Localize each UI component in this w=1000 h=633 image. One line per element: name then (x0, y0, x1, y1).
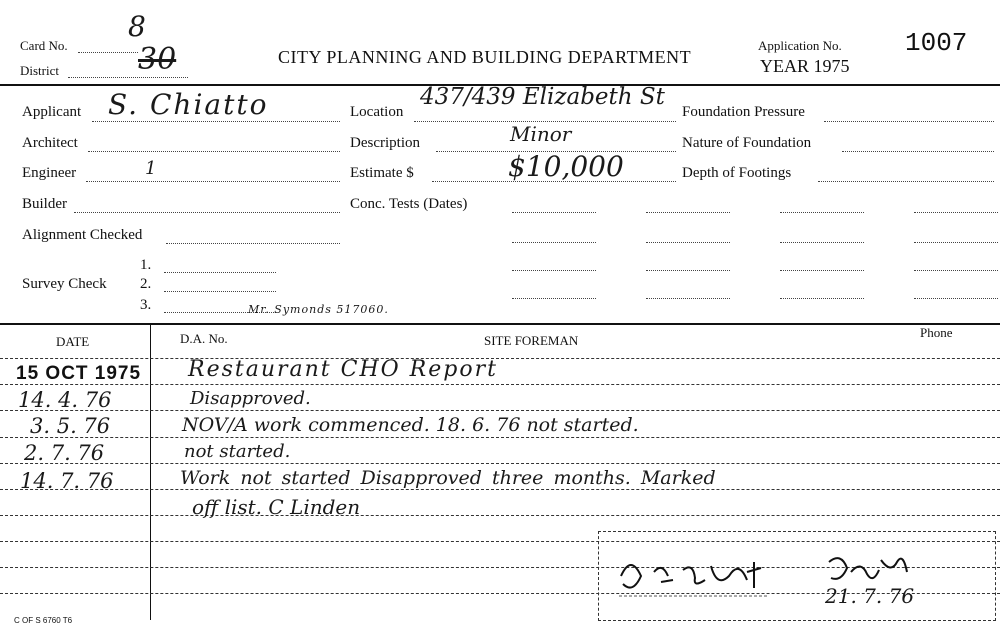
builder-line (74, 212, 340, 213)
log-row-line (0, 489, 1000, 490)
da-no-header: D.A. No. (180, 331, 228, 346)
card-no-label: Card No. (20, 38, 68, 53)
log-row-date: 15 OCT 1975 (16, 363, 142, 384)
log-row-date: 14. 4. 76 (18, 388, 112, 412)
location-label: Location (350, 104, 404, 120)
form-code: C OF S 6760 T6 (14, 616, 73, 625)
phone-header: Phone (920, 325, 953, 340)
log-row-text: Restaurant CHO Report (188, 357, 498, 382)
conc-line (914, 242, 998, 243)
survey-3-value: Mr. Symonds 517060. (248, 303, 389, 316)
conc-line (512, 298, 596, 299)
site-foreman-header: SITE FOREMAN (484, 333, 579, 348)
log-row-text: off list. C Linden (192, 495, 361, 519)
log-row-text: NOV/A work commenced. 18. 6. 76 not started. (182, 414, 639, 436)
foundation-pressure-label: Foundation Pressure (682, 104, 805, 120)
log-row-date: 3. 5. 76 (30, 414, 111, 438)
alignment-line (166, 243, 340, 244)
signature-date: 21. 7. 76 (825, 584, 915, 608)
conc-line (780, 298, 864, 299)
applicant-label: Applicant (22, 104, 82, 120)
conc-line (780, 270, 864, 271)
engineer-line (86, 181, 340, 182)
depth-of-footings-line (818, 181, 994, 182)
alignment-label: Alignment Checked (22, 227, 143, 243)
signature-box (598, 531, 996, 621)
application-no-value: 1007 (905, 28, 968, 58)
log-row-line (0, 358, 1000, 359)
nature-of-foundation-line (842, 151, 994, 152)
conc-line (646, 242, 730, 243)
applicant-line (92, 121, 340, 122)
district-label: District (20, 63, 59, 78)
architect-line (88, 151, 340, 152)
district-value: 30 (138, 42, 177, 77)
conc-line (780, 212, 864, 213)
department-title: CITY PLANNING AND BUILDING DEPARTMENT (278, 47, 692, 67)
log-row-text: Work not started Disapproved three months. Marked (180, 467, 716, 489)
log-row-line (0, 515, 1000, 516)
log-row-line (0, 437, 1000, 438)
card-no-value: 8 (128, 10, 146, 43)
log-row-date: 2. 7. 76 (24, 441, 105, 465)
builder-label: Builder (22, 196, 67, 212)
foundation-pressure-line (824, 121, 994, 122)
conc-tests-label: Conc. Tests (Dates) (350, 196, 468, 212)
survey-1-label: 1. (140, 257, 152, 273)
engineer-label: Engineer (22, 165, 77, 181)
application-no-label: Application No. (758, 38, 842, 53)
district-line (68, 77, 188, 78)
date-header: DATE (56, 334, 90, 349)
card-no-line (78, 52, 138, 53)
conc-line (914, 298, 998, 299)
survey-2-label: 2. (140, 276, 152, 292)
survey-label: Survey Check (22, 276, 107, 292)
survey-1-line (164, 272, 276, 273)
conc-line (512, 270, 596, 271)
survey-3-label: 3. (140, 297, 152, 313)
conc-line (512, 212, 596, 213)
log-row-text: Disapproved. (190, 388, 311, 409)
architect-label: Architect (22, 135, 78, 151)
engineer-value: 1 (145, 158, 157, 179)
location-value: 437/439 Elizabeth St (420, 84, 665, 110)
conc-line (914, 270, 998, 271)
survey-2-line (164, 291, 276, 292)
estimate-label: Estimate $ (350, 165, 414, 181)
description-value: Minor (510, 122, 572, 146)
conc-line (646, 270, 730, 271)
conc-line (646, 212, 730, 213)
description-label: Description (350, 135, 420, 151)
year-label: YEAR 1975 (760, 56, 850, 76)
date-column-divider (150, 324, 151, 620)
nature-of-foundation-label: Nature of Foundation (682, 135, 812, 151)
estimate-value: $10,000 (508, 150, 624, 183)
log-row-text: not started. (184, 441, 291, 462)
conc-line (914, 212, 998, 213)
log-row-line (0, 463, 1000, 464)
conc-line (646, 298, 730, 299)
conc-line (780, 242, 864, 243)
applicant-value: S. Chiatto (108, 88, 269, 121)
conc-line (512, 242, 596, 243)
log-row-line (0, 410, 1000, 411)
log-row-line (0, 384, 1000, 385)
depth-of-footings-label: Depth of Footings (682, 165, 792, 181)
signature-scribble (599, 532, 995, 620)
log-row-date: 14. 7. 76 (20, 469, 114, 493)
